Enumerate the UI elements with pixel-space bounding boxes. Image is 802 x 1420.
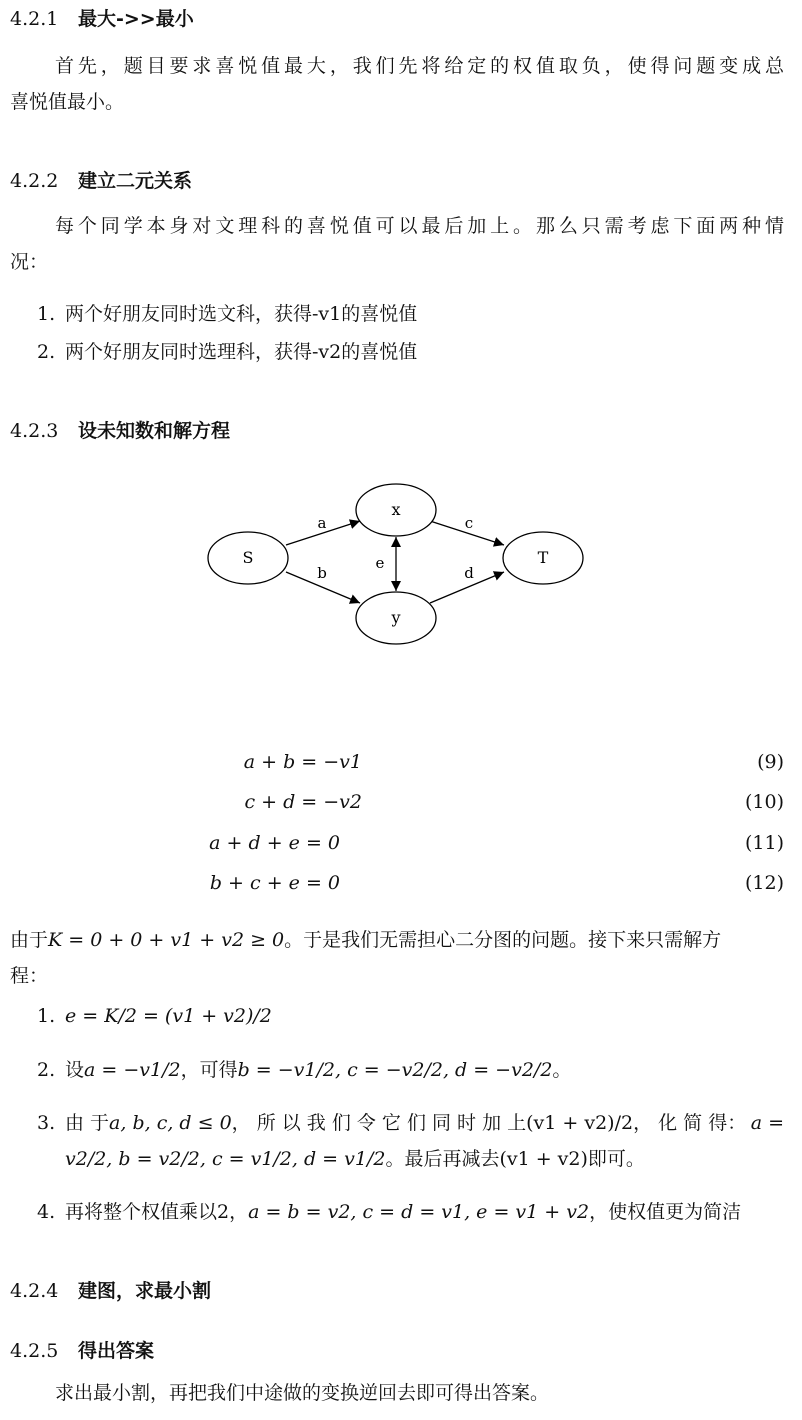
list-item: 2. 设a = −v1/2，可得b = −v1/2, c = −v2/2, d = −v2/2。 — [37, 1059, 572, 1081]
paragraph-1-line-1: 首先，题目要求喜悦值最大，我们先将给定的权值取负，使得问题变成总 — [55, 55, 784, 77]
equation-number-9: (9) — [757, 751, 784, 773]
paragraph-2-line-1: 每个同学本身对文理科的喜悦值可以最后加上。那么只需考虑下面两种情 — [55, 215, 784, 237]
paragraph-4: 求出最小割，再把我们中途做的变换逆回去即可得出答案。 — [55, 1382, 550, 1404]
edge-label-e: e — [375, 554, 385, 572]
list-item: 1. e = K/2 = (v1 + v2)/2 — [37, 1005, 272, 1027]
paragraph-2-line-2: 况： — [10, 251, 49, 273]
list-item: 3. 由 于a, b, c, d ≤ 0， 所 以 我 们 令 它 们 同 时 加 上(v1 + v2)/2， 化 简 得： a = v2/2, b = v2/2, c = v1/2, d = v1/2。最后再减去(v1 + v2)即可。 — [37, 1112, 784, 1170]
section-number: 4.2.1 — [10, 8, 59, 30]
edge-label-d: d — [464, 564, 474, 582]
section-title: 建立二元关系 — [78, 170, 193, 192]
equation-10: c + d = −v2 — [244, 791, 362, 813]
equation-number-10: (10) — [744, 791, 784, 813]
node-label-T: T — [537, 548, 549, 567]
flow-graph-diagram — [0, 0, 802, 700]
section-title: 最大->>最小 — [78, 8, 194, 30]
list-item: 4. 再将整个权值乘以2，a = b = v2, c = d = v1, e = v1 + v2，使权值更为简洁 — [37, 1201, 742, 1223]
equation-number-12: (12) — [744, 872, 784, 894]
section-heading-4-2-4 — [10, 1279, 211, 1303]
equation-9: a + b = −v1 — [243, 751, 362, 773]
edge-label-a: a — [317, 514, 327, 532]
section-number: 4.2.3 — [10, 420, 59, 442]
equation-12: b + c + e = 0 — [209, 872, 340, 894]
paragraph-3-line-1: 由于K = 0 + 0 + v1 + v2 ≥ 0。于是我们无需担心二分图的问题。接下来只需解方 — [10, 929, 722, 951]
list-item: 2. 两个好朋友同时选理科，获得-v2的喜悦值 — [37, 341, 418, 363]
section-number: 4.2.5 — [10, 1340, 59, 1362]
section-heading-4-2-5 — [10, 1339, 154, 1363]
edge-label-b: b — [317, 564, 327, 582]
paragraph-3 — [10, 922, 784, 994]
section-number: 4.2.4 — [10, 1280, 59, 1302]
list-item: 1. 两个好朋友同时选文科，获得-v1的喜悦值 — [37, 303, 418, 325]
section-title: 设未知数和解方程 — [78, 420, 231, 442]
section-title: 建图，求最小割 — [78, 1280, 212, 1302]
node-label-y: y — [391, 608, 401, 627]
node-label-x: x — [391, 500, 401, 519]
equation-11: a + d + e = 0 — [209, 832, 340, 854]
equation-number-11: (11) — [744, 832, 784, 854]
paragraph-3-line-2: 程： — [10, 965, 49, 987]
paragraph-1-line-2: 喜悦值最小。 — [10, 91, 125, 113]
edge-label-c: c — [464, 514, 474, 532]
section-number: 4.2.2 — [10, 170, 59, 192]
node-label-S: S — [242, 548, 254, 567]
section-title: 得出答案 — [78, 1340, 155, 1362]
